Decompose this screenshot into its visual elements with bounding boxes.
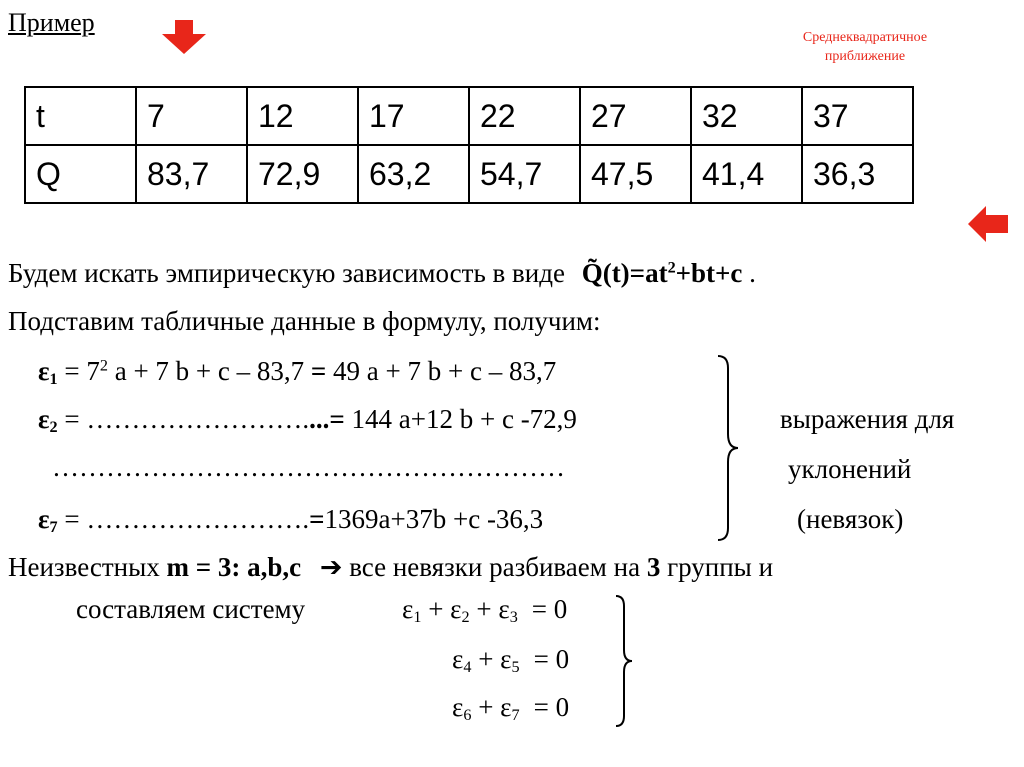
table-cell: 27 xyxy=(580,87,691,145)
arrow-right-icon: ➔ xyxy=(319,552,343,582)
epsilon-term: $\varepsilon_5$ xyxy=(500,644,520,677)
brace-right-icon xyxy=(716,354,740,542)
epsilon-term: $\varepsilon_4$ xyxy=(452,644,472,677)
page-title: Пример xyxy=(8,8,95,37)
plus-sign: + xyxy=(469,594,499,624)
table-cell: 41,4 xyxy=(691,145,802,203)
formula-line: Будем искать эмпирическую зависимость в виде $Q̃(t)=at^2+bt+c$ . xyxy=(8,258,756,288)
substitution-line: Подставим табличные данные в формулу, получим: xyxy=(8,306,601,336)
table-row xyxy=(25,145,913,203)
epsilon-term: $\varepsilon_3$ xyxy=(498,594,518,627)
formula-intro: Будем искать эмпирическую зависимость в виде xyxy=(8,258,565,288)
table-row-label: t xyxy=(25,87,136,145)
table-row xyxy=(25,87,913,145)
side-note-line3: (невязок) xyxy=(797,504,904,534)
equation-rhs: = 0 xyxy=(533,644,570,674)
system-row-2 xyxy=(452,644,569,675)
epsilon-term: $\varepsilon_1$ xyxy=(402,594,422,627)
table-cell: 32 xyxy=(691,87,802,145)
table-cell: 63,2 xyxy=(358,145,469,203)
data-table xyxy=(24,86,914,204)
table-cell: 17 xyxy=(358,87,469,145)
table-cell: 36,3 xyxy=(802,145,913,203)
epsilon-term: $\varepsilon_2$ xyxy=(450,594,470,627)
table-row-label: Q xyxy=(25,145,136,203)
arrow-left-icon xyxy=(968,206,1008,242)
epsilon-term: $\varepsilon_7$ xyxy=(500,692,520,725)
table-cell: 7 xyxy=(136,87,247,145)
equation-e1: $\varepsilon_1 = 7^2$ a + 7 b + c – 83,7 = 49 a + 7 b + c – 83,7 xyxy=(38,356,557,389)
formula: $Q̃(t)=at^2+bt+c$ xyxy=(581,258,743,288)
side-note-line2: уклонений xyxy=(788,454,912,484)
equation-e2: $\varepsilon_2$ = ……………………....= 144 a+12 b + c -72,9 xyxy=(38,404,577,437)
table-cell: 54,7 xyxy=(469,145,580,203)
plus-sign: + xyxy=(471,644,501,674)
table-cell: 83,7 xyxy=(136,145,247,203)
equation-rhs: = 0 xyxy=(531,594,568,624)
plus-sign: + xyxy=(421,594,451,624)
equation-e7: $\varepsilon_7$ = …………………….=1369a+37b +c -36,3 xyxy=(38,504,544,537)
plus-sign: + xyxy=(471,692,501,722)
epsilon-term: $\varepsilon_6$ xyxy=(452,692,472,725)
table-cell: 47,5 xyxy=(580,145,691,203)
system-intro: составляем систему xyxy=(76,594,306,624)
arrow-down-icon xyxy=(162,20,206,54)
side-note-line1: выражения для xyxy=(780,404,955,434)
table-cell: 12 xyxy=(247,87,358,145)
equation-dots: ………………………………………………… xyxy=(52,452,565,482)
table-cell: 37 xyxy=(802,87,913,145)
system-row-3 xyxy=(452,692,569,723)
equation-rhs: = 0 xyxy=(533,692,570,722)
note-rms-approximation: Среднеквадратичное приближение xyxy=(802,30,928,64)
unknowns-line: Неизвестных m = 3: a,b,c ➔ все невязки разбиваем на 3 группы и xyxy=(8,552,774,582)
system-row-1 xyxy=(402,594,567,625)
system-brace-icon xyxy=(614,594,634,728)
table-cell: 72,9 xyxy=(247,145,358,203)
table-cell: 22 xyxy=(469,87,580,145)
